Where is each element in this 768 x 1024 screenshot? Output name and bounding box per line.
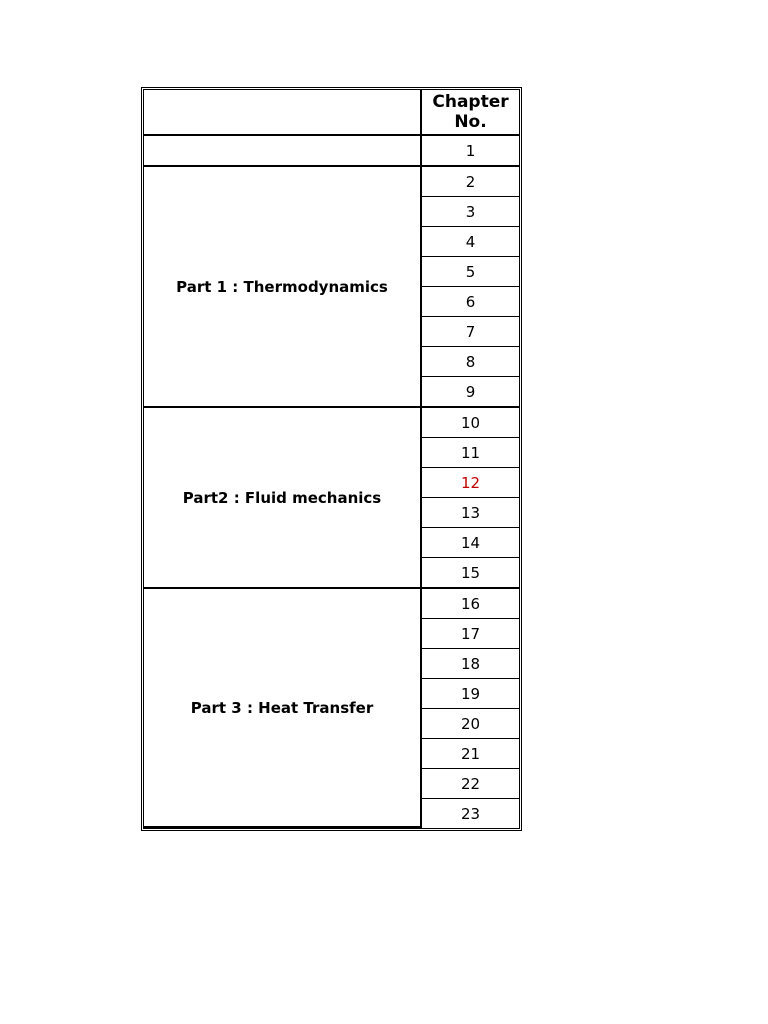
part-label-cell bbox=[144, 136, 422, 167]
chapter-number-cell: 15 bbox=[422, 558, 519, 589]
chapter-number-cell: 13 bbox=[422, 498, 519, 528]
chapter-number-cell: 16 bbox=[422, 589, 519, 619]
chapter-number-cell: 6 bbox=[422, 287, 519, 317]
part-label-cell: Part 1 : Thermodynamics bbox=[144, 167, 422, 408]
chapter-number-cell: 11 bbox=[422, 438, 519, 468]
chapter-number-cell: 2 bbox=[422, 167, 519, 197]
part-label-cell: Part2 : Fluid mechanics bbox=[144, 408, 422, 589]
part-label-cell: Part 3 : Heat Transfer bbox=[144, 589, 422, 828]
chapter-number-cell: 5 bbox=[422, 257, 519, 287]
chapter-number-cell: 19 bbox=[422, 679, 519, 709]
header-chapter-cell: Chapter No. bbox=[422, 90, 519, 136]
chapter-number-cell: 1 bbox=[422, 136, 519, 167]
table-row bbox=[144, 136, 519, 167]
chapter-number-cell: 20 bbox=[422, 709, 519, 739]
chapter-table bbox=[141, 87, 522, 831]
table-body bbox=[144, 90, 519, 828]
chapter-number-cell: 12 bbox=[422, 468, 519, 498]
chapter-number-cell: 22 bbox=[422, 769, 519, 799]
chapter-number-cell: 10 bbox=[422, 408, 519, 438]
header-part-cell bbox=[144, 90, 422, 136]
chapter-number-cell: 3 bbox=[422, 197, 519, 227]
chapter-number-cell: 7 bbox=[422, 317, 519, 347]
chapter-number-cell: 23 bbox=[460, 804, 481, 823]
chapter-number-cell: 9 bbox=[422, 377, 519, 408]
table-row bbox=[144, 408, 519, 438]
table-row bbox=[144, 589, 519, 619]
chapter-number-cell: 14 bbox=[422, 528, 519, 558]
chapter-number-cell: 4 bbox=[422, 227, 519, 257]
table-row bbox=[144, 167, 519, 197]
chapter-number-cell: 21 bbox=[422, 739, 519, 769]
header-row bbox=[144, 90, 519, 136]
chapter-number-cell: 18 bbox=[422, 649, 519, 679]
chapter-number-cell: 8 bbox=[422, 347, 519, 377]
chapter-number-cell: 17 bbox=[422, 619, 519, 649]
